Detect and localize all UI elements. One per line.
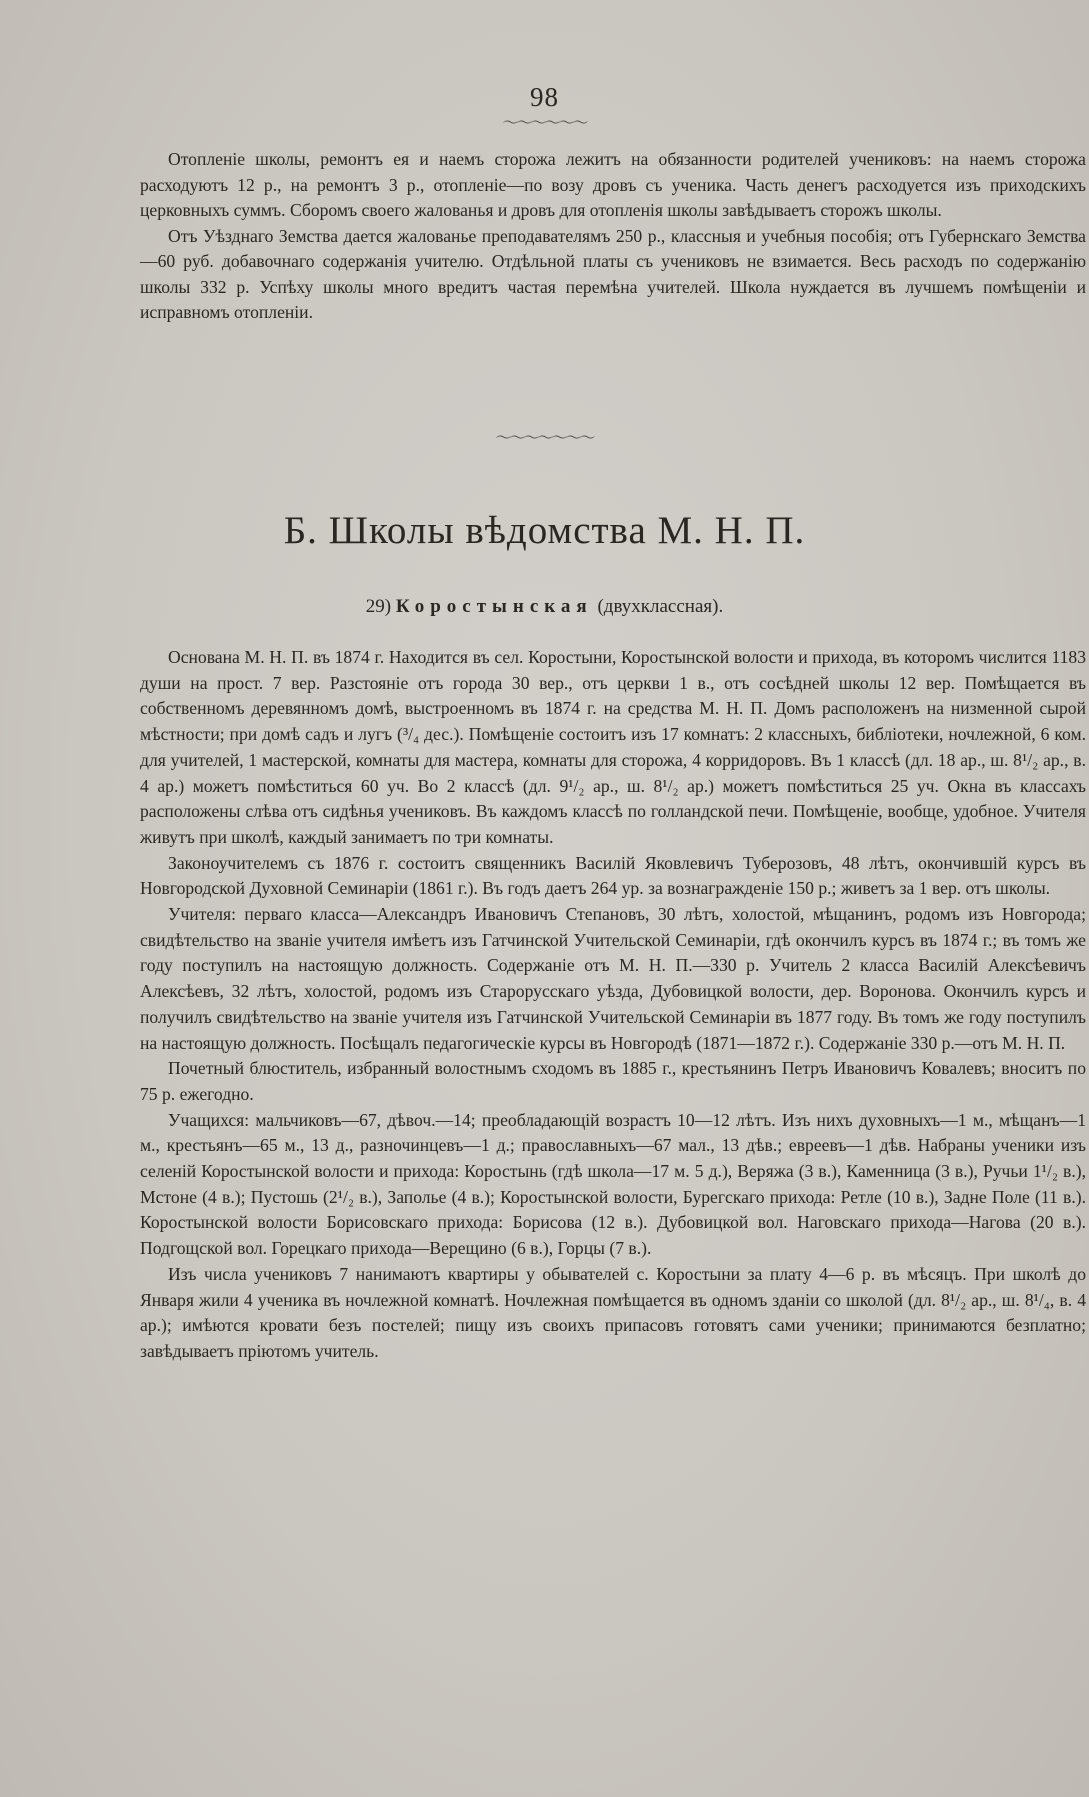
paragraph: Отопленіе школы, ремонтъ ея и наемъ сторожа лежитъ на обязанности родителей учениковъ: на наемъ сторожа расходуютъ 12 р., на ремонтъ 3 р., отопленіе—по возу дровъ съ ученика. Часть денегъ расходуется изъ приходскихъ церковныхъ суммъ. Сборомъ своего жалованья и дровъ для отопленія школы завѣдываетъ сторожъ школы. <box>140 149 1086 220</box>
ornament-divider-top: 〜〜〜〜〜〜 <box>502 115 587 132</box>
school-type: (двухклассная). <box>597 596 724 617</box>
paragraph: Почетный блюститель, избранный волостнымъ сходомъ въ 1885 г., крестьянинъ Петръ Ивановичъ Ковалевъ; вноситъ по 75 р. ежегодно. <box>140 1058 1086 1104</box>
section-title: Б. Школы вѣдомства М. Н. П. <box>283 509 806 552</box>
school-number: 29) <box>365 596 392 617</box>
paragraph: Учащихся: мальчиковъ—67, дѣвоч.—14; преобладающій возрастъ 10—12 лѣтъ. Изъ нихъ духовныхъ—1 м., мѣщанъ—1 м., крестьянъ—65 м., 13 д., разночинцевъ—1 д.; православныхъ—67 мал., 13 дѣв.; евреевъ—1 дѣв. Набраны ученики изъ селеній Коростынской волости и прихода: Коростынь (гдѣ школа—17 м. 5 д.), Веряжа (3 в.), Каменница (3 в.), Ручьи 1¹/₂ в.), Мстоне (4 в.); Пустошь (2¹/₂ в.), Заполье (4 в.); Коростынской волости, Бурегскаго прихода: Ретле (10 в.), Задне Поле (11 в.). Коростынской волости Борисовскаго прихода: Борисова (12 в.). Дубовицкой вол. Наговскаго прихода—Нагова (20 в.). Подгощской вол. Горецкаго прихода—Верещино (6 в.), Горцы (7 в.). <box>140 1109 1086 1259</box>
top-text-block <box>140 147 1086 326</box>
paragraph: Изъ числа учениковъ 7 нанимаютъ квартиры у обывателей с. Коростыни за плату 4—6 р. въ мѣсяцъ. При школѣ до Января жили 4 ученика въ ночлежной комнатѣ. Ночлежная помѣщается въ одномъ зданіи со школой (дл. 8¹/₂ ар., ш. 8¹/₄, в. 4 ар.); имѣются кровати безъ постелей; пищу изъ своихъ припасовъ готовятъ сами ученики; принимаются безплатно; завѣдываетъ пріютомъ учитель. <box>140 1263 1086 1361</box>
page-number: 98 <box>530 82 559 112</box>
school-heading <box>0 596 1089 618</box>
school-name: Коростынская <box>395 596 593 617</box>
paragraph: Учителя: перваго класса—Александръ Ивановичъ Степановъ, 30 лѣтъ, холостой, мѣщанинъ, родомъ изъ Новгорода; свидѣтельство на званіе учителя имѣетъ изъ Гатчинской Учительской Семинаріи, гдѣ окончилъ курсъ въ 1874 г.; въ томъ же году поступилъ на настоящую должность. Содержаніе отъ М. Н. П.—330 р. Учитель 2 класса Василій Алексѣевичъ Алексѣевъ, 32 лѣтъ, холостой, родомъ изъ Старорусскаго уѣзда, Дубовицкой волости, дер. Воронова. Окончилъ курсъ и получилъ свидѣтельство на званіе учителя изъ Гатчинской Учительской Семинаріи въ 1877 году. Въ томъ же году поступилъ на настоящую должность. Посѣщалъ педагогическіе курсы въ Новгородѣ (1871—1872 г.). Содержаніе 330 р.—отъ М. Н. П. <box>140 904 1086 1053</box>
paragraph: Основана М. Н. П. въ 1874 г. Находится въ сел. Коростыни, Коростынской волости и прихода, въ которомъ числится 1183 души на прост. 7 вер. Разстояніе отъ города 30 вер., отъ церкви 1 в., отъ сосѣдней школы 12 вер. Помѣщается въ собственномъ деревянномъ домѣ, выстроенномъ въ 1874 г. на средства М. Н. П. Домъ расположенъ на низменной сырой мѣстности; при домѣ садъ и лугъ (³/₄ дес.). Помѣщеніе состоитъ изъ 17 комнатъ: 2 классныхъ, библіотеки, ночлежной, 6 ком. для учителей, 1 мастерской, комнаты для мастера, комнаты для сторожа, 4 корридоровъ. Въ 1 классѣ (дл. 18 ар., ш. 8¹/₂ ар., в. 4 ар.) можетъ помѣститься 60 уч. Во 2 классѣ (дл. 9¹/₂ ар., ш. 8¹/₂ ар.) можетъ помѣститься 25 уч. Окна въ классахъ расположены слѣва отъ сидѣнья учениковъ. Въ каждомъ классѣ по голландской печи. Помѣщеніе, вообще, удобное. Учителя живутъ при школѣ, каждый занимаетъ по три комнаты. <box>140 647 1086 847</box>
paragraph: Законоучителемъ съ 1876 г. состоитъ священникъ Василій Яковлевичъ Туберозовъ, 48 лѣтъ, окончившій курсъ въ Новгородской Духовной Семинаріи (1861 г.). Въ годъ даетъ 264 ур. за вознагражденіе 150 р.; живетъ за 1 вер. отъ школы. <box>140 852 1086 899</box>
school-description <box>140 645 1086 1365</box>
paragraph: Отъ Уѣзднаго Земства дается жалованье преподавателямъ 250 р., классныя и учебныя пособія; отъ Губернскаго Земства—60 руб. добавочнаго содержанія учителю. Отдѣльной платы съ учениковъ не взимается. Весь расходъ по содержанію школы 332 р. Успѣху школы много вредитъ частая перемѣна учителей. Школа нуждается въ лучшемъ помѣщеніи и исправномъ отопленіи. <box>140 225 1086 322</box>
ornament-divider-middle: 〜〜〜〜〜〜〜 <box>495 430 594 447</box>
